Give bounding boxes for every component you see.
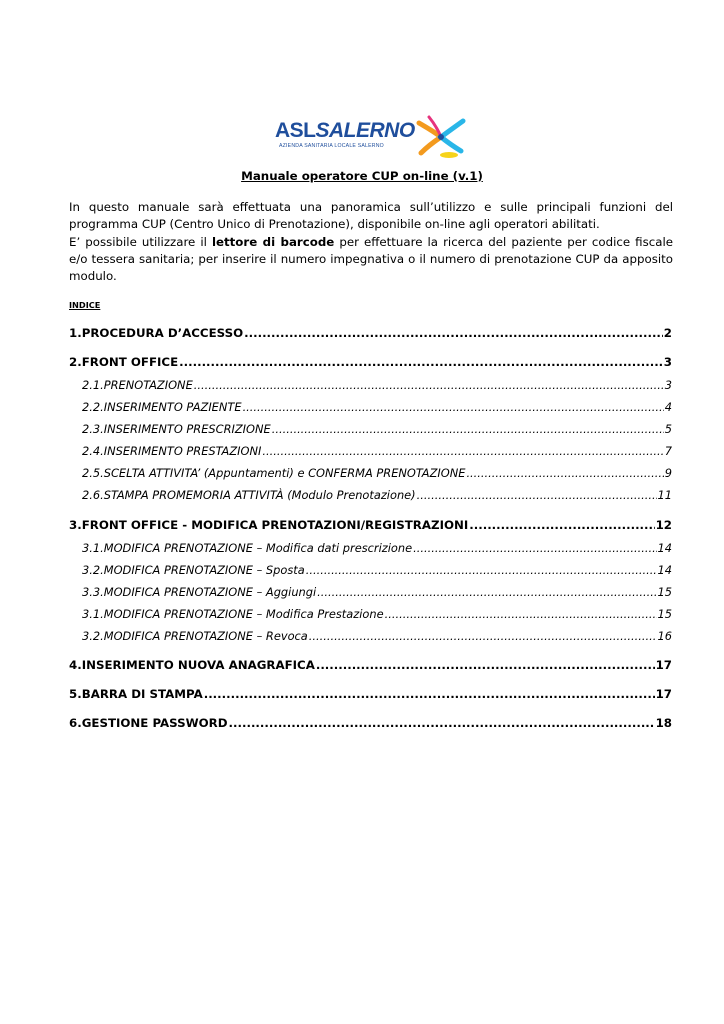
toc-label: BARRA DI STAMPA: [81, 687, 203, 701]
toc-entry-2-1[interactable]: [82, 378, 672, 392]
toc-entry-2-5[interactable]: [82, 466, 672, 480]
toc-number: 3.: [69, 518, 82, 532]
toc-entry-6[interactable]: [69, 716, 672, 730]
toc-entry-3-2[interactable]: [82, 563, 672, 577]
toc-entry-2-4[interactable]: [82, 444, 672, 458]
toc-label: INSERIMENTO PAZIENTE: [103, 400, 242, 414]
toc-page: 5: [664, 422, 672, 436]
toc-label: GESTIONE PASSWORD: [81, 716, 228, 730]
toc-number: 2.3.: [82, 422, 104, 436]
intro-paragraph-2: [69, 234, 673, 286]
toc-label: FRONT OFFICE - MODIFICA PRENOTAZIONI/REGISTRAZIONI: [81, 518, 469, 532]
toc-label: MODIFICA PRENOTAZIONE – Sposta: [103, 563, 305, 577]
toc-number: 3.1.: [82, 607, 104, 621]
index-heading: INDICE: [69, 300, 101, 310]
toc-number: 4.: [69, 658, 82, 672]
asl-star-icon: [415, 115, 467, 159]
toc-page: 14: [657, 563, 672, 577]
toc-page: 14: [657, 541, 672, 555]
toc-label: PRENOTAZIONE: [103, 378, 193, 392]
toc-number: 3.2.: [82, 629, 104, 643]
toc-page: 3: [664, 378, 672, 392]
toc-label: PROCEDURA D’ACCESSO: [81, 326, 244, 340]
toc-number: 2.6.: [82, 488, 104, 502]
logo-subtitle: AZIENDA SANITARIA LOCALE SALERNO: [279, 143, 384, 149]
toc-entry-3-1b[interactable]: [82, 607, 672, 621]
toc-entry-2-3[interactable]: [82, 422, 672, 436]
logo-name: SALERNO: [315, 119, 415, 142]
intro-p2-bold: lettore di barcode: [211, 234, 335, 249]
logo-wordmark: [275, 119, 415, 143]
toc-entry-3-2b[interactable]: [82, 629, 672, 643]
toc-entry-3[interactable]: [69, 518, 672, 532]
toc-page: 2: [663, 326, 672, 340]
toc-entry-1[interactable]: [69, 326, 672, 340]
toc-page: 15: [657, 585, 672, 599]
toc-page: 17: [655, 687, 672, 701]
toc-page: 7: [664, 444, 672, 458]
intro-text: [69, 199, 673, 285]
toc-label: INSERIMENTO NUOVA ANAGRAFICA: [81, 658, 315, 672]
intro-paragraph-1: In questo manuale sarà effettuata una panoramica sull’utilizzo e sulle principali funzioni del programma CUP (Centro Unico di Prenotazione), disponibile on-line agli operatori abilitati.: [69, 200, 673, 232]
toc-label: SCELTA ATTIVITA’ (Appuntamenti) e CONFERMA PRENOTAZIONE: [103, 466, 466, 480]
toc-page: 4: [664, 400, 672, 414]
toc-number: 6.: [69, 716, 82, 730]
toc-entry-3-3[interactable]: [82, 585, 672, 599]
toc-page: 11: [657, 488, 672, 502]
toc-label: MODIFICA PRENOTAZIONE – Modifica Prestazione: [103, 607, 384, 621]
toc-page: 12: [655, 518, 672, 532]
toc-label: STAMPA PROMEMORIA ATTIVITÀ (Modulo Prenotazione): [103, 488, 416, 502]
toc-page: 9: [664, 466, 672, 480]
toc-number: 2.2.: [82, 400, 104, 414]
toc-number: 2.5.: [82, 466, 104, 480]
toc-number: 1.: [69, 326, 82, 340]
toc-page: 3: [663, 355, 672, 369]
toc-number: 3.2.: [82, 563, 104, 577]
toc-page: 17: [655, 658, 672, 672]
toc-label: MODIFICA PRENOTAZIONE – Modifica dati prescrizione: [103, 541, 413, 555]
toc-number: 3.3.: [82, 585, 104, 599]
document-title: Manuale operatore CUP on-line (v.1): [241, 169, 483, 183]
logo-prefix: ASL: [275, 119, 316, 142]
toc-number: 3.1.: [82, 541, 104, 555]
toc-label: MODIFICA PRENOTAZIONE – Aggiungi: [103, 585, 317, 599]
toc-number: 2.: [69, 355, 82, 369]
toc-label: MODIFICA PRENOTAZIONE – Revoca: [103, 629, 308, 643]
asl-salerno-logo: [275, 115, 467, 159]
toc-number: 2.1.: [82, 378, 104, 392]
toc-entry-2-2[interactable]: [82, 400, 672, 414]
toc-page: 18: [655, 716, 672, 730]
toc-entry-2-6[interactable]: [82, 488, 672, 502]
toc-entry-2[interactable]: [69, 355, 672, 369]
toc-number: 5.: [69, 687, 82, 701]
toc-number: 2.4.: [82, 444, 104, 458]
toc-page: 16: [657, 629, 672, 643]
intro-p2-end: per effettuare la ricerca del paziente per codice fiscale e/o tessera sanitaria; per inserire il numero impegnativa o il numero di prenotazione CUP da apposito modulo.: [69, 234, 673, 284]
toc-label: INSERIMENTO PRESCRIZIONE: [103, 422, 271, 436]
toc-label: INSERIMENTO PRESTAZIONI: [103, 444, 262, 458]
intro-p2-start: E’ possibile utilizzare il: [69, 234, 212, 249]
toc-page: 15: [657, 607, 672, 621]
toc-entry-4[interactable]: [69, 658, 672, 672]
toc-entry-3-1[interactable]: [82, 541, 672, 555]
toc-entry-5[interactable]: [69, 687, 672, 701]
toc-label: FRONT OFFICE: [81, 355, 179, 369]
